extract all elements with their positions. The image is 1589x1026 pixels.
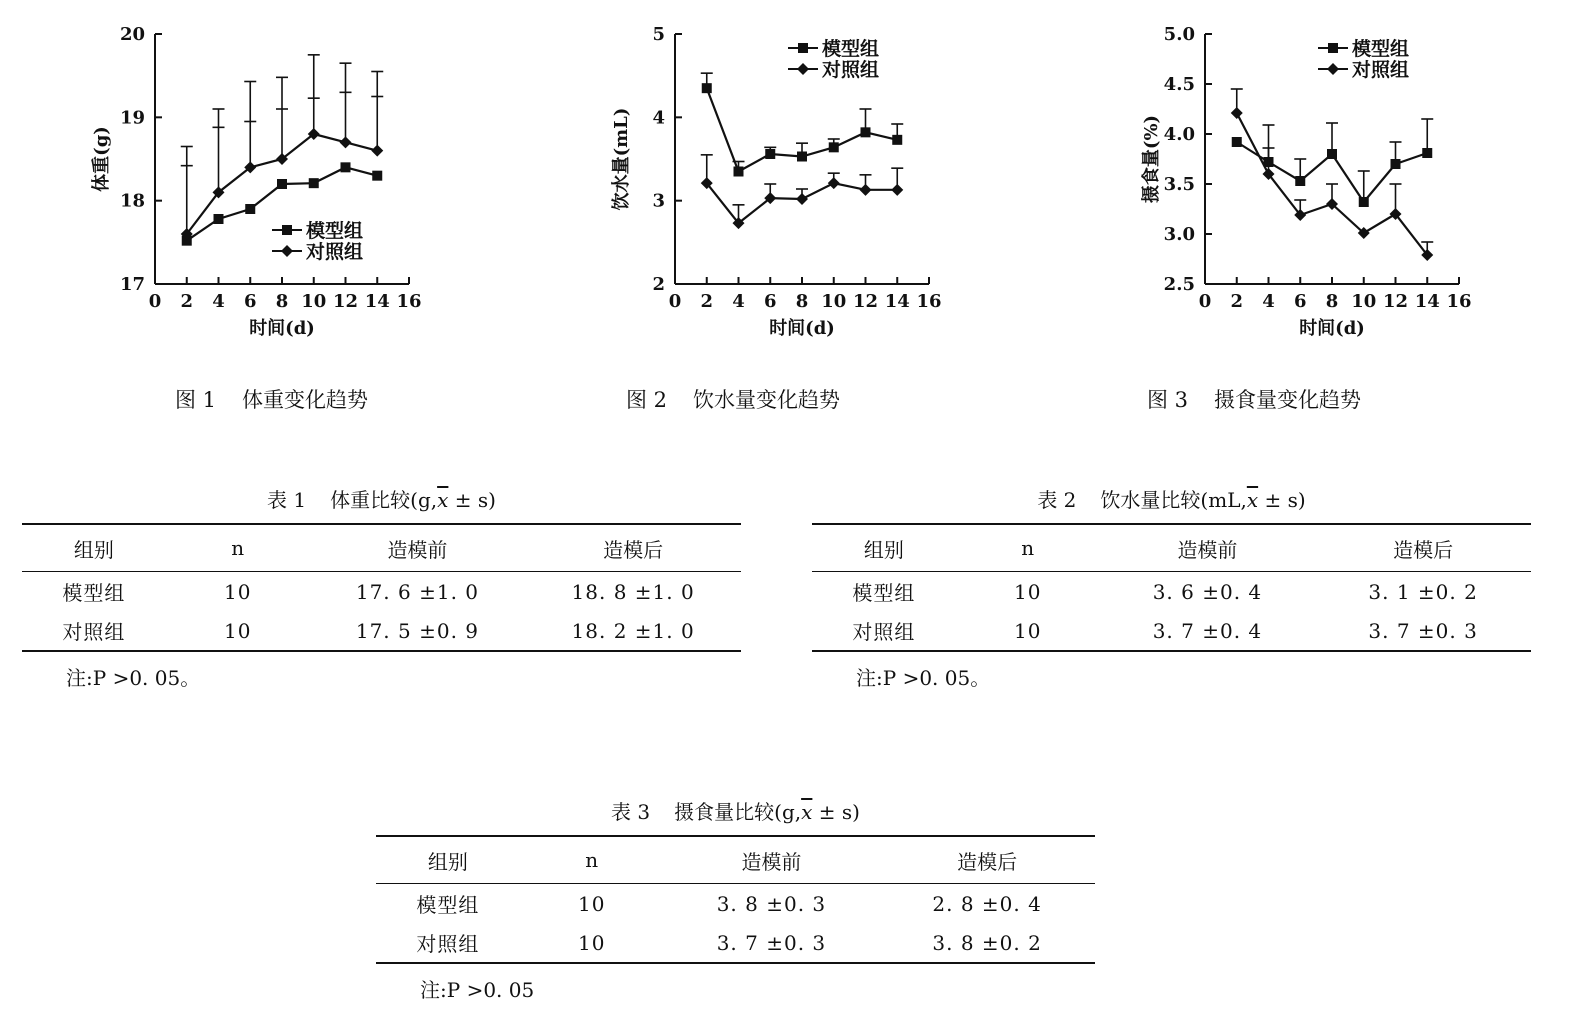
figure-title: 体重变化趋势 — [242, 388, 369, 412]
table-header-cell: 造模后 — [957, 849, 1018, 874]
table-title-tail: ) — [488, 488, 496, 512]
table-row — [22, 611, 741, 651]
stat-pm-symbol: ± — [812, 800, 836, 824]
legend-label: 模型组 — [822, 38, 880, 60]
p-symbol: P — [882, 666, 897, 690]
table-header-row — [376, 836, 1095, 884]
figure-caption-1 — [175, 384, 368, 414]
table-header-cell — [166, 524, 310, 572]
table-title — [376, 796, 1095, 825]
data-point-square — [341, 162, 351, 172]
table-header-cell: 造模后 — [1393, 537, 1454, 562]
note-value: >0. 05。 — [896, 666, 991, 690]
x-axis-label: 时间(d) — [769, 318, 835, 339]
data-point-square — [861, 127, 871, 137]
table-cell: 18. 2 ±1. 0 — [571, 618, 695, 643]
data-point-square — [734, 167, 744, 177]
data-point-square — [1232, 137, 1242, 147]
x-tick-label: 6 — [763, 291, 777, 312]
y-axis-label: 体重(g) — [91, 126, 112, 192]
table-cell: 17. 6 ±1. 0 — [355, 579, 480, 604]
data-point-square — [214, 214, 224, 224]
figure-number: 图 3 — [1147, 388, 1189, 412]
table-header-cell: 组别 — [73, 537, 114, 562]
data-point-diamond — [1231, 107, 1243, 119]
figure-number: 图 2 — [626, 388, 668, 412]
y-tick-label: 20 — [119, 24, 145, 45]
x-tick-label: 8 — [275, 291, 289, 312]
table-title — [812, 484, 1531, 513]
x-tick-label: 12 — [1382, 291, 1409, 312]
data-point-diamond — [828, 177, 840, 189]
x-tick-label: 2 — [700, 291, 714, 312]
y-tick-label: 3.5 — [1163, 174, 1195, 195]
y-tick-label: 19 — [119, 107, 145, 129]
data-point-square — [277, 179, 287, 189]
data-point-diamond — [860, 184, 872, 196]
y-tick-label: 2.5 — [1163, 274, 1195, 295]
table-header-cell: 造模前 — [387, 537, 448, 562]
table-cell: 18. 8 ±1. 0 — [571, 579, 695, 604]
x-tick-label: 8 — [1325, 291, 1339, 312]
x-tick-label: 2 — [1230, 291, 1244, 312]
data-point-square — [702, 83, 712, 93]
table-cell: 3. 7 ±0. 3 — [1368, 618, 1478, 643]
note-value: >0. 05 — [460, 978, 535, 1002]
table-cell: 对照组 — [416, 932, 480, 956]
table-header-cell: 组别 — [863, 537, 904, 562]
y-tick-label: 4.0 — [1163, 124, 1195, 145]
x-tick-label: 16 — [916, 291, 942, 312]
table-number: 表 1 — [267, 488, 307, 512]
x-tick-label: 0 — [668, 291, 682, 312]
x-tick-label: 6 — [243, 291, 257, 312]
note-prefix: 注: — [420, 978, 447, 1002]
table-cell: 3. 8 ±0. 2 — [932, 930, 1042, 955]
data-table — [376, 835, 1095, 964]
y-axis-label: 摄食量(%) — [1141, 114, 1162, 204]
y-tick-label: 3.0 — [1163, 224, 1195, 245]
legend-label: 模型组 — [306, 220, 364, 242]
n-symbol: n — [231, 536, 245, 560]
table-number: 表 2 — [1037, 488, 1077, 512]
x-tick-label: 2 — [180, 291, 194, 312]
figure-title: 饮水量变化趋势 — [693, 388, 841, 412]
data-point-square — [797, 152, 807, 162]
data-point-square — [372, 171, 382, 181]
x-tick-label: 14 — [1414, 291, 1440, 312]
chart-3-svg — [1130, 0, 1490, 350]
table-2 — [812, 484, 1531, 691]
y-tick-label: 5 — [652, 24, 665, 45]
data-point-square — [1391, 159, 1401, 169]
x-axis-label: 时间(d) — [1299, 318, 1365, 339]
data-point-square — [1422, 148, 1432, 158]
x-tick-label: 10 — [1351, 291, 1377, 312]
figure-caption-2 — [626, 384, 840, 414]
legend-label: 对照组 — [822, 59, 880, 81]
stat-pm-symbol: ± — [448, 488, 472, 512]
table-cell: 17. 5 ±0. 9 — [355, 618, 480, 643]
table-cell: 模型组 — [852, 581, 916, 605]
table-number: 表 3 — [611, 800, 651, 824]
table-cell: 3. 7 ±0. 4 — [1152, 618, 1263, 643]
legend-marker-square — [798, 43, 808, 53]
stat-sd-symbol: s — [477, 488, 489, 512]
data-point-square — [829, 142, 839, 152]
data-point-diamond — [371, 145, 383, 157]
y-tick-label: 4.5 — [1163, 74, 1195, 95]
data-table — [22, 523, 741, 652]
table-row — [376, 884, 1095, 924]
table-cell: 10 — [1013, 579, 1042, 604]
note-prefix: 注: — [66, 666, 93, 690]
note-value: >0. 05。 — [106, 666, 201, 690]
y-tick-label: 2 — [652, 274, 665, 295]
y-tick-label: 4 — [652, 107, 665, 129]
data-point-diamond — [796, 193, 808, 205]
p-symbol: P — [446, 978, 461, 1002]
legend-label: 对照组 — [306, 241, 364, 263]
stat-mean-symbol: $\overline{x}$ — [437, 488, 449, 512]
x-tick-label: 4 — [1262, 291, 1275, 312]
data-point-diamond — [891, 184, 903, 196]
chart-2 — [600, 0, 960, 350]
table-note — [22, 662, 741, 691]
y-tick-label: 18 — [119, 190, 145, 212]
x-tick-label: 12 — [332, 291, 359, 312]
p-symbol: P — [92, 666, 107, 690]
table-title-text: 体重比较(g, — [330, 488, 438, 512]
x-tick-label: 4 — [212, 291, 225, 312]
x-axis-label: 时间(d) — [249, 318, 315, 339]
x-tick-label: 0 — [148, 291, 162, 312]
table-title-text: 饮水量比较(mL, — [1100, 488, 1247, 512]
table-note — [812, 662, 1531, 691]
data-point-square — [765, 149, 775, 159]
table-cell: 10 — [223, 579, 252, 604]
chart-1 — [80, 0, 440, 350]
x-tick-label: 12 — [852, 291, 879, 312]
table-cell: 2. 8 ±0. 4 — [932, 891, 1042, 916]
legend-marker-square — [1328, 43, 1338, 53]
stat-mean-symbol: $\overline{x}$ — [801, 800, 813, 824]
table-cell: 3. 1 ±0. 2 — [1368, 579, 1478, 604]
table-cell: 模型组 — [62, 581, 126, 605]
data-table — [812, 523, 1531, 652]
chart-2-svg — [600, 0, 960, 350]
data-point-square — [1295, 176, 1305, 186]
y-axis-label: 饮水量(mL) — [611, 107, 632, 211]
table-row — [812, 611, 1531, 651]
x-tick-label: 14 — [884, 291, 910, 312]
x-tick-label: 0 — [1198, 291, 1212, 312]
table-header-cell — [956, 524, 1100, 572]
x-tick-label: 14 — [364, 291, 390, 312]
table-cell: 10 — [1013, 618, 1042, 643]
stat-pm-symbol: ± — [1258, 488, 1282, 512]
legend-marker-diamond — [1327, 63, 1339, 75]
x-tick-label: 10 — [301, 291, 327, 312]
chart-1-svg — [80, 0, 440, 350]
table-1 — [22, 484, 741, 691]
table-header-row — [22, 524, 741, 572]
x-tick-label: 8 — [795, 291, 809, 312]
table-cell: 模型组 — [416, 893, 480, 917]
table-header-cell: 造模前 — [1177, 537, 1238, 562]
table-row — [376, 923, 1095, 963]
table-row — [812, 572, 1531, 612]
table-note — [376, 974, 1095, 1003]
table-title-text: 摄食量比较(g, — [674, 800, 802, 824]
data-point-square — [1327, 149, 1337, 159]
legend-label: 对照组 — [1352, 59, 1410, 81]
table-cell: 10 — [223, 618, 252, 643]
table-cell: 10 — [577, 891, 606, 916]
x-tick-label: 10 — [821, 291, 847, 312]
table-cell: 对照组 — [62, 620, 126, 644]
table-header-row — [812, 524, 1531, 572]
legend-marker-square — [282, 225, 292, 235]
figure-caption-3 — [1147, 384, 1361, 414]
stat-sd-symbol: s — [1287, 488, 1298, 512]
table-header-cell: 造模前 — [741, 849, 802, 874]
x-tick-label: 6 — [1293, 291, 1307, 312]
table-header-cell: 组别 — [427, 849, 468, 874]
data-point-square — [245, 204, 255, 214]
y-tick-label: 3 — [652, 190, 665, 212]
table-cell: 对照组 — [852, 620, 916, 644]
data-point-diamond — [340, 136, 352, 148]
table-title — [22, 484, 741, 513]
chart-3 — [1130, 0, 1490, 350]
figure-title: 摄食量变化趋势 — [1214, 388, 1362, 412]
x-tick-label: 16 — [396, 291, 422, 312]
table-cell: 3. 6 ±0. 4 — [1152, 579, 1263, 604]
note-prefix: 注: — [856, 666, 883, 690]
table-row — [22, 572, 741, 612]
x-tick-label: 16 — [1446, 291, 1472, 312]
figure-number: 图 1 — [175, 388, 217, 412]
y-tick-label: 17 — [119, 274, 145, 295]
table-title-tail: ) — [852, 800, 860, 824]
stat-mean-symbol: $\overline{x}$ — [1246, 488, 1259, 512]
legend-marker-diamond — [797, 63, 809, 75]
stat-sd-symbol: s — [841, 800, 853, 824]
y-tick-label: 5.0 — [1163, 24, 1195, 45]
data-point-square — [309, 178, 319, 188]
legend-marker-diamond — [281, 245, 293, 257]
data-point-square — [892, 135, 902, 145]
table-header-cell — [520, 836, 664, 884]
table-header-cell: 造模后 — [603, 537, 664, 562]
table-cell: 3. 7 ±0. 3 — [716, 930, 827, 955]
table-cell: 3. 8 ±0. 3 — [716, 891, 827, 916]
table-3 — [376, 796, 1095, 1003]
n-symbol: n — [585, 848, 599, 872]
table-title-tail: ) — [1297, 488, 1306, 512]
data-point-square — [1359, 197, 1369, 207]
table-cell: 10 — [577, 930, 606, 955]
n-symbol: n — [1021, 536, 1035, 560]
legend-label: 模型组 — [1352, 38, 1410, 60]
x-tick-label: 4 — [732, 291, 745, 312]
